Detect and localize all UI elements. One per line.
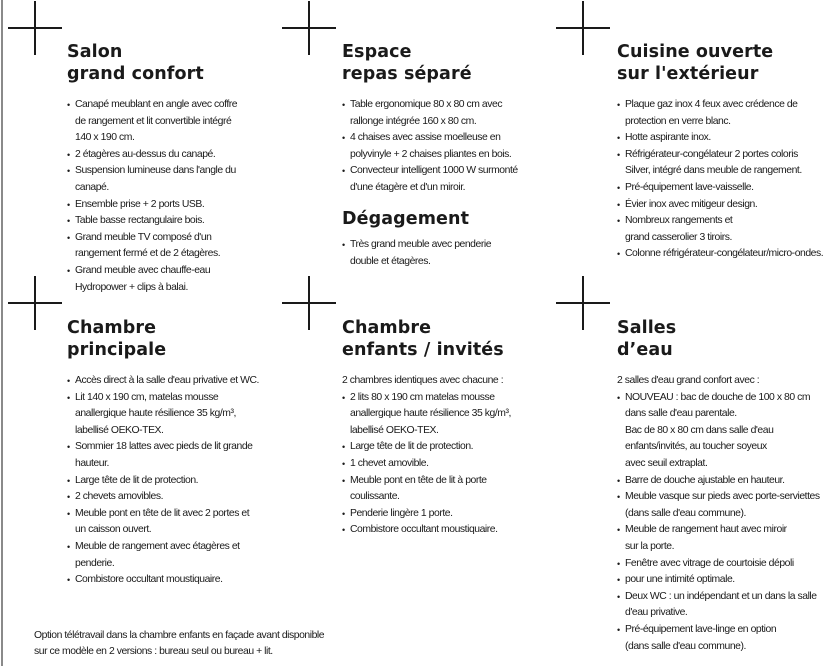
- feature-item-line: • Fenêtre avec vitrage de courtoisie dépoli: [625, 557, 794, 569]
- feature-item-line: • Meuble de rangement avec étagères et: [75, 540, 240, 552]
- feature-item: [67, 163, 277, 196]
- feature-item-line: • 4 chaises avec assise moelleuse en: [350, 132, 501, 144]
- section-title: [617, 317, 829, 361]
- crosshair-mark-icon: [282, 276, 336, 330]
- feature-item: [617, 180, 829, 197]
- feature-item-line: • Meuble vasque sur pieds avec porte-serviettes: [625, 491, 820, 503]
- section-chambre-principale: [67, 317, 277, 589]
- feature-item-line: • Convecteur intelligent 1000 W surmonté: [350, 165, 518, 177]
- feature-item-line: avec seuil extraplat.: [625, 457, 708, 469]
- feature-item: [67, 506, 277, 539]
- feature-item: [617, 473, 829, 490]
- section-title-line: repas séparé: [342, 64, 472, 84]
- feature-item-line: • Large tête de lit de protection.: [350, 441, 474, 453]
- section-title-line: Cuisine ouverte: [617, 42, 774, 62]
- left-border-rule: [1, 0, 3, 666]
- feature-item: [67, 390, 277, 440]
- feature-item: [67, 197, 277, 214]
- section-cuisine: [617, 41, 829, 263]
- feature-item: [67, 373, 277, 390]
- feature-item-line: • 2 lits 80 x 190 cm matelas mousse: [350, 391, 495, 403]
- feature-item-line: (dans salle d'eau commune).: [625, 640, 746, 652]
- feature-item-line: de rangement et lit convertible intégré: [75, 115, 232, 127]
- footnote-teletravail: [34, 628, 324, 659]
- feature-item-line: • Sommier 18 lattes avec pieds de lit grande: [75, 441, 253, 453]
- crosshair-mark-icon: [556, 276, 610, 330]
- feature-item-line: enfants/invités, au toucher soyeux: [625, 441, 767, 453]
- feature-item-line: • Meuble pont en tête de lit à porte: [350, 474, 487, 486]
- feature-item: [342, 390, 552, 440]
- feature-item: [617, 97, 829, 130]
- feature-item-line: Silver, intégré dans meuble de rangement.: [625, 165, 802, 177]
- feature-item-line: • Deux WC : un indépendant et un dans la salle: [625, 590, 817, 602]
- feature-item-line: • Table ergonomique 80 x 80 cm avec: [350, 99, 503, 110]
- feature-item: [67, 473, 277, 490]
- footnote-line: Option télétravail dans la chambre enfants en façade avant disponible: [34, 630, 325, 641]
- feature-item-line: • Colonne réfrigérateur-congélateur/micro-ondes.: [625, 248, 824, 260]
- feature-item-line: labellisé OEKO-TEX.: [75, 424, 164, 436]
- feature-item-line: labellisé OEKO-TEX.: [350, 424, 439, 436]
- feature-item-line: • Évier inox avec mitigeur design.: [625, 198, 758, 210]
- feature-item-line: • Barre de douche ajustable en hauteur.: [625, 474, 785, 486]
- feature-item-line: double et étagères.: [350, 255, 431, 267]
- feature-item: [67, 439, 277, 472]
- feature-item-line: grand casserolier 3 tiroirs.: [625, 231, 732, 243]
- feature-item-line: • Table basse rectangulaire bois.: [75, 215, 205, 227]
- section-title-line: principale: [67, 340, 167, 360]
- feature-list: [342, 97, 552, 197]
- feature-item: [342, 506, 552, 523]
- feature-item: [67, 489, 277, 506]
- feature-item-line: sur la porte.: [625, 540, 675, 552]
- feature-item: [67, 572, 277, 589]
- feature-list: [342, 237, 552, 270]
- section-salles-eau: [617, 317, 829, 655]
- feature-item-line: coulissante.: [350, 491, 400, 503]
- feature-item: [617, 589, 829, 622]
- feature-item: [617, 147, 829, 180]
- feature-item: [617, 197, 829, 214]
- feature-item: [342, 237, 552, 270]
- feature-item: [67, 97, 277, 147]
- section-title: [617, 41, 829, 85]
- feature-list: [67, 373, 277, 589]
- section-title-line: grand confort: [67, 64, 204, 84]
- feature-item-line: dans salle d'eau parentale.: [625, 408, 737, 420]
- feature-item: [342, 439, 552, 456]
- feature-item-line: • 2 chevets amovibles.: [75, 491, 164, 503]
- feature-item-line: • Combistore occultant moustiquaire.: [350, 524, 498, 536]
- section-title-line: enfants / invités: [342, 340, 504, 360]
- feature-item-line: rallonge intégrée 160 x 80 cm.: [350, 115, 477, 127]
- feature-item: [617, 556, 829, 573]
- feature-item-line: protection en verre blanc.: [625, 115, 731, 127]
- feature-list: [617, 97, 829, 263]
- footnote-line: sur ce modèle en 2 versions : bureau seul ou bureau + lit.: [34, 645, 273, 657]
- feature-item-line: • Très grand meuble avec penderie: [350, 239, 492, 250]
- feature-item-line: rangement fermé et de 2 étagères.: [75, 248, 221, 260]
- section-salon: [67, 41, 277, 296]
- feature-item-line: Hydropower + clips à balai.: [75, 281, 188, 293]
- section-degagement: [342, 208, 552, 270]
- feature-item-line: d'une étagère et d'un miroir.: [350, 181, 466, 193]
- feature-item-line: • Large tête de lit de protection.: [75, 474, 199, 486]
- feature-item-line: • Penderie lingère 1 porte.: [350, 507, 453, 519]
- feature-item-line: Bac de 80 x 80 cm dans salle d'eau: [625, 424, 774, 436]
- crosshair-mark-icon: [8, 1, 62, 55]
- section-title-line: Salles: [617, 318, 677, 338]
- section-espace-repas: [342, 41, 552, 197]
- crosshair-mark-icon: [8, 276, 62, 330]
- section-title: [342, 41, 552, 85]
- feature-item: [617, 213, 829, 246]
- crosshair-mark-icon: [282, 1, 336, 55]
- feature-item: [617, 572, 829, 589]
- feature-item-line: • Plaque gaz inox 4 feux avec crédence de: [625, 99, 798, 110]
- feature-item-line: • Combistore occultant moustiquaire.: [75, 574, 223, 586]
- feature-item-line: canapé.: [75, 181, 109, 193]
- feature-item: [342, 130, 552, 163]
- section-intro: 2 chambres identiques avec chacune :: [342, 375, 504, 386]
- feature-item: [617, 489, 829, 522]
- feature-item-line: • pour une intimité optimale.: [625, 574, 735, 586]
- feature-item-line: • Meuble de rangement haut avec miroir: [625, 524, 787, 536]
- feature-item: [67, 147, 277, 164]
- feature-item: [67, 230, 277, 263]
- feature-item-line: • Suspension lumineuse dans l'angle du: [75, 165, 236, 177]
- feature-item-line: un caisson ouvert.: [75, 524, 152, 536]
- feature-item-line: • Grand meuble avec chauffe-eau: [75, 264, 211, 276]
- feature-item-line: penderie.: [75, 557, 115, 569]
- feature-item-line: (dans salle d'eau commune).: [625, 507, 746, 519]
- feature-item-line: polyvinyle + 2 chaises pliantes en bois.: [350, 148, 512, 160]
- feature-item: [342, 456, 552, 473]
- feature-item-line: • 1 chevet amovible.: [350, 457, 429, 469]
- feature-item: [617, 390, 829, 473]
- feature-item-line: • 2 étagères au-dessus du canapé.: [75, 148, 216, 160]
- feature-item-line: • NOUVEAU : bac de douche de 100 x 80 cm: [625, 391, 811, 403]
- feature-item-line: • Nombreux rangements et: [625, 215, 733, 227]
- feature-item-line: • Grand meuble TV composé d'un: [75, 231, 212, 243]
- feature-item: [67, 539, 277, 572]
- feature-item-line: d'eau privative.: [625, 607, 688, 619]
- feature-item: [617, 130, 829, 147]
- feature-list: [342, 390, 552, 539]
- feature-item: [617, 246, 829, 263]
- feature-item-line: • Ensemble prise + 2 ports USB.: [75, 198, 205, 210]
- section-title-line: Chambre: [67, 318, 157, 338]
- feature-item: [342, 97, 552, 130]
- feature-item-line: • Hotte aspirante inox.: [625, 132, 711, 144]
- feature-item-line: • Canapé meublant en angle avec coffre: [75, 99, 238, 110]
- feature-item: [617, 622, 829, 655]
- feature-list: [67, 97, 277, 296]
- crosshair-mark-icon: [556, 1, 610, 55]
- section-title-line: Salon: [67, 42, 123, 62]
- feature-item-line: 140 x 190 cm.: [75, 132, 135, 144]
- feature-list: [617, 390, 829, 656]
- section-title-line: Espace: [342, 42, 412, 62]
- feature-item-line: anallergique haute résilience 35 kg/m³,: [350, 408, 511, 420]
- feature-item-line: • Accès direct à la salle d'eau privative et WC.: [75, 375, 259, 386]
- feature-item-line: • Pré-équipement lave-vaisselle.: [625, 181, 754, 193]
- feature-item: [342, 163, 552, 196]
- feature-item: [67, 213, 277, 230]
- feature-item: [67, 263, 277, 296]
- feature-item: [342, 473, 552, 506]
- feature-item-line: • Lit 140 x 190 cm, matelas mousse: [75, 391, 219, 403]
- section-title-line: Dégagement: [342, 209, 470, 229]
- feature-item-line: • Réfrigérateur-congélateur 2 portes coloris: [625, 148, 798, 160]
- feature-item-line: • Meuble pont en tête de lit avec 2 portes et: [75, 507, 250, 519]
- feature-item-line: hauteur.: [75, 457, 109, 469]
- section-title-line: sur l'extérieur: [617, 64, 759, 84]
- section-title: [67, 41, 277, 85]
- section-chambre-enfants: [342, 317, 552, 539]
- section-title: [342, 317, 552, 361]
- feature-item: [342, 522, 552, 539]
- section-title-line: Chambre: [342, 318, 432, 338]
- feature-item: [617, 522, 829, 555]
- section-title: [67, 317, 277, 361]
- feature-item-line: • Pré-équipement lave-linge en option: [625, 623, 777, 635]
- feature-item-line: anallergique haute résilience 35 kg/m³,: [75, 408, 236, 420]
- section-title-line: d’eau: [617, 340, 673, 360]
- section-intro: 2 salles d'eau grand confort avec :: [617, 375, 760, 386]
- section-title: [342, 208, 552, 230]
